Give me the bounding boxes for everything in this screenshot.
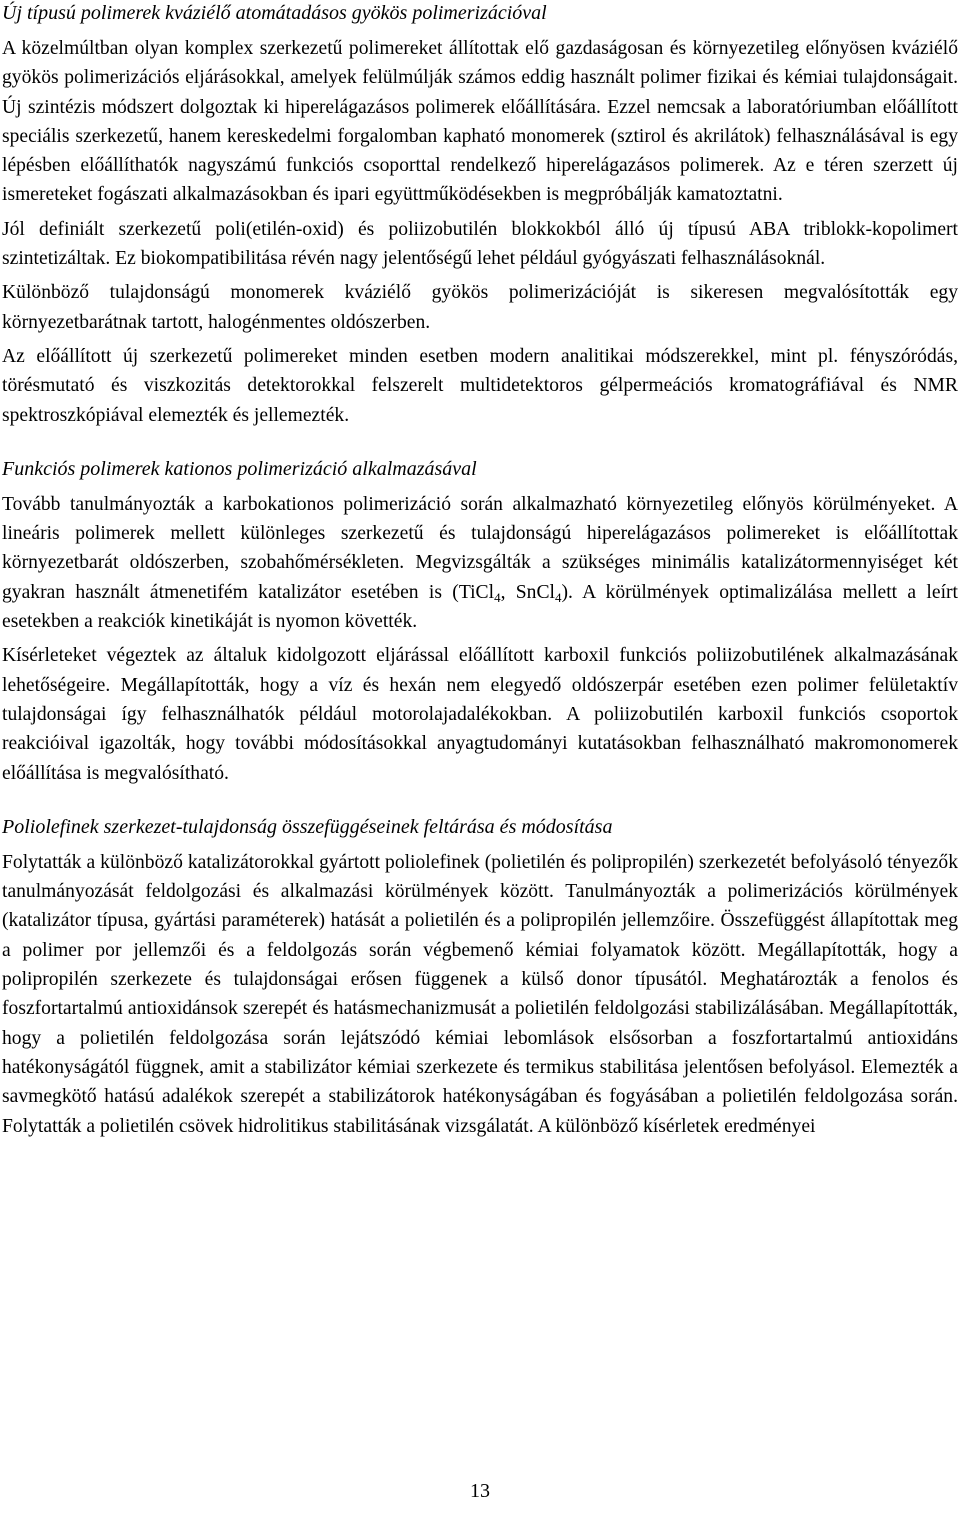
body-paragraph: Különböző tulajdonságú monomerek kváziélő gyökös polimerizációját is sikeresen megvalósították egy környezetbarátnak tartott, halogénmentes oldószerben.	[2, 282, 958, 333]
section-cationic	[2, 456, 958, 788]
body-paragraph	[2, 490, 958, 636]
subscript: 4	[554, 589, 562, 605]
body-paragraph: Folytatták a különböző katalizátorokkal gyártott poliolefinek (polietilén és polipropilén) szerkezetét befolyásoló tényezők tanulmányozását feldolgozási és alkalmazási körülmények között. Tanulmányozták a polimerizációs körülmények (katalizátor típusa, gyártási paraméterek) hatását a polietilén és a polipropilén jellemzőire. Összefüggést állapítottak meg a polimer por jellemzői és a feldolgozás során végbemenő kémiai folyamatok között. Megállapították, hogy a polipropilén szerkezete és tulajdonságai erősen függenek a külső donor típusától. Meghatározták a fenolos és foszfortartalmú antioxidánsok szerepét és hatásmechanizmusát a polietilén feldolgozási stabilizálásában. Megállapították, hogy a polietilén feldolgozása során lejátszódó kémiai lebomlások elsősorban a foszfortartalmú antioxidáns hatékonyságától függnek, amit a stabilizátor kémiai szerkezete és termikus stabilitása jelentősen befolyásol. Elemezték a savmegkötő hatású adalékok szerepét a stabilizátorok hatékonyságában és fogyásában a polietilén feldolgozása során. Folytatták a polietilén csövek hidrolitikus stabilitásának vizsgálatát. A különböző kísérletek eredményei	[2, 851, 958, 1137]
body-paragraph: Jól definiált szerkezetű poli(etilén-oxid) és poliizobutilén blokkokból álló új típusú ABA triblokk-kopolimert szintetizáltak. Ez biokompatibilitása révén nagy jelentőségű lehet például gyógyászati felhasználásoknál.	[2, 218, 958, 270]
body-paragraph: Kísérleteket végeztek az általuk kidolgozott eljárással előállított karboxil funkciós poliizobutilének alkalmazásának lehetőségeire. Megállapították, hogy a víz és hexán nem elegyedő oldószerpár esetében ezen polimer felületaktív tulajdonságai így felhasználhatók például motorolajadalékokban. A poliizobutilén karboxil funkciós csoportok reakcióival igazolták, hogy további módosításokkal anyagtudományi kutatásokban felhasználható makromonomerek előállítása is megvalósítható.	[2, 645, 958, 784]
section-polyolefins	[2, 814, 958, 1141]
page-number: 13	[470, 1480, 490, 1502]
section-atrp	[2, 0, 958, 430]
section-heading: Új típusú polimerek kváziélő atomátadásos gyökös polimerizációval	[2, 2, 547, 24]
body-paragraph: Az előállított új szerkezetű polimereket minden esetben modern analitikai módszerekkel, mint pl. fényszóródás, törésmutató és viszkozitás detektorokkal felszerelt multidetektoros gélpermeációs kromatográfiával és NMR spektroszkópiával elemezték és jellemezték.	[2, 345, 958, 426]
subscript: 4	[494, 589, 501, 605]
body-paragraph: A közelmúltban olyan komplex szerkezetű polimereket állítottak elő gazdaságosan és környezetileg előnyösen kváziélő gyökös polimerizációs eljárásokkal, amelyek felülmúlják számos eddig használt polimer fizikai és kémiai tulajdonságait. Új szintézis módszert dolgoztak ki hiperelágazásos polimerek előállítására. Ezzel nemcsak a laboratóriumban előállított speciális szerkezetű, hanem kereskedelmi forgalomban kapható monomerek (sztirol és akrilátok) felhasználásával is egy lépésben előállíthatók nagyszámú funkciós csoporttal rendelkező hiperelágazásos polimerek. Az e téren szerzett új ismereteket fogászati alkalmazásokban és ipari együttműködésekben is megpróbálják kamatoztatni.	[2, 38, 958, 206]
paragraph-text: , SnCl	[500, 581, 555, 603]
paragraph-text: Tovább tanulmányozták a karbokationos polimerizáció során alkalmazható környezetileg előnyös körülményeket. A lineáris polimerek mellett különleges szerkezetű és tulajdonságú hiperelágazásos polimereket is előállítottak környezetbarát oldószerben, szobahőmérsékleten. Megvizsgálták a szükséges minimális katalizátormennyiséget két gyakran használt átmenetifém katalizátor esetében is (TiCl	[2, 493, 958, 603]
paragraph-text: ). A körülmények optimalizálása mellett a leírt esetekben a reakciók kinetikáját is nyomon követték.	[2, 581, 958, 633]
section-heading: Poliolefinek szerkezet-tulajdonság összefüggéseinek feltárása és módosítása	[2, 815, 613, 838]
section-heading: Funkciós polimerek kationos polimerizáció alkalmazásával	[2, 457, 477, 480]
